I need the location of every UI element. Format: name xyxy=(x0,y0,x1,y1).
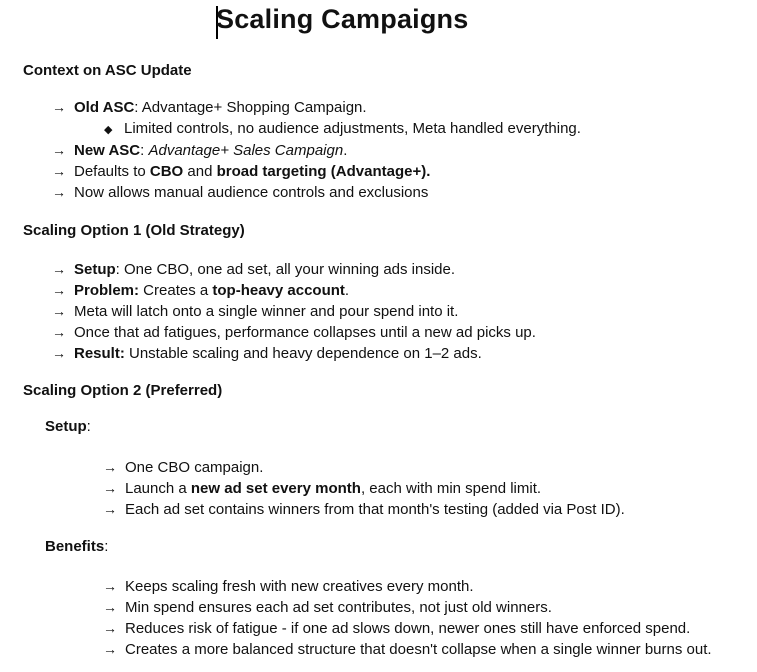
list-item-problem: → Problem: Creates a top-heavy account. xyxy=(52,282,350,299)
list-item-result: → Result: Unstable scaling and heavy dependence on 1–2 ads. xyxy=(52,345,482,362)
list-item-setup: → Setup: One CBO, one ad set, all your winning ads inside. xyxy=(52,261,456,278)
section-heading-option-1: Scaling Option 1 (Old Strategy) xyxy=(23,222,245,239)
list-item-defaults: → Defaults to CBO and broad targeting (Advantage+). xyxy=(52,163,431,180)
subheading-setup: Setup: xyxy=(45,418,91,435)
list-item-launch: → Launch a new ad set every month, each with min spend limit. xyxy=(103,480,542,497)
arrow-icon: → xyxy=(103,480,117,496)
sub-list-item-limited: ◆ Limited controls, no audience adjustments, Meta handled everything. xyxy=(104,119,581,140)
arrow-icon: → xyxy=(52,345,66,361)
list-item-old-asc: → Old ASC: Advantage+ Shopping Campaign. xyxy=(52,99,367,116)
arrow-icon: → xyxy=(52,142,66,158)
arrow-icon: → xyxy=(52,324,66,340)
list-item-benefit: → Keeps scaling fresh with new creatives every month. xyxy=(103,578,474,595)
page-title: Scaling Campaigns xyxy=(216,4,469,34)
arrow-icon: → xyxy=(52,99,66,115)
arrow-icon: → xyxy=(52,184,66,200)
subheading-benefits: Benefits: xyxy=(45,538,109,555)
section-heading-context: Context on ASC Update xyxy=(23,62,192,79)
section-heading-option-2: Scaling Option 2 (Preferred) xyxy=(23,382,223,399)
list-item-one-cbo: → One CBO campaign. xyxy=(103,459,264,476)
arrow-icon: → xyxy=(52,163,66,179)
list-item-benefit: → Creates a more balanced structure that doesn't collapse when a single winner burns out. xyxy=(103,641,712,658)
arrow-icon: → xyxy=(103,578,117,594)
list-item-benefit: → Reduces risk of fatigue - if one ad slows down, newer ones still have enforced spend. xyxy=(103,620,691,637)
list-item-new-asc: → New ASC: Advantage+ Sales Campaign. xyxy=(52,142,348,159)
list-item-latch: → Meta will latch onto a single winner and pour spend into it. xyxy=(52,303,459,320)
list-item-fatigue: → Once that ad fatigues, performance collapses until a new ad picks up. xyxy=(52,324,536,341)
list-item-manual: → Now allows manual audience controls and exclusions xyxy=(52,184,429,201)
arrow-icon: → xyxy=(103,501,117,517)
list-item-each-ad-set: → Each ad set contains winners from that month's testing (added via Post ID). xyxy=(103,501,625,518)
arrow-icon: → xyxy=(103,641,117,657)
arrow-icon: → xyxy=(52,261,66,277)
diamond-bullet-icon: ◆ xyxy=(104,124,113,136)
list-item-benefit: → Min spend ensures each ad set contributes, not just old winners. xyxy=(103,599,552,616)
arrow-icon: → xyxy=(103,620,117,636)
arrow-icon: → xyxy=(103,599,117,615)
arrow-icon: → xyxy=(52,282,66,298)
arrow-icon: → xyxy=(103,459,117,475)
arrow-icon: → xyxy=(52,303,66,319)
